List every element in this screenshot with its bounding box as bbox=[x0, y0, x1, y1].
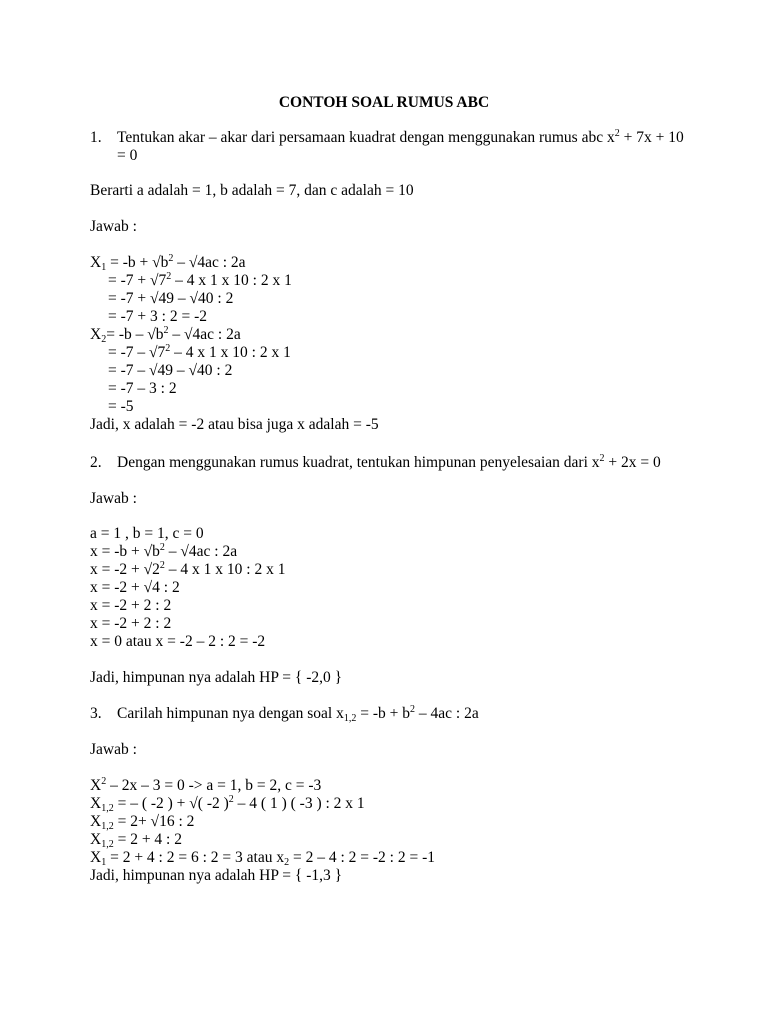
x2-formula: $X_2= -b - √b^2 - √4ac$ : 2a bbox=[90, 325, 241, 345]
question-number: 3. bbox=[90, 705, 102, 722]
x1-formula: $X_1 = -b + √b^2 - √4ac$ : 2a bbox=[90, 253, 246, 273]
question-2-conclusion: Jadi, himpunan nya adalah HP = { -2,0 } bbox=[90, 669, 343, 686]
question-1-conclusion: Jadi, x adalah = -2 atau bisa juga x adalah = -5 bbox=[90, 416, 379, 433]
x2-step-2: = -7 – √49 – √40 : 2 bbox=[108, 362, 233, 379]
q2-line-7: x = 0 atau x = -2 – 2 : 2 = -2 bbox=[90, 633, 266, 650]
answer-label: Jawab : bbox=[90, 490, 137, 507]
x1-step-1: = $-7 + √7^2 - 4$ x 1 x 10 : 2 x 1 bbox=[108, 271, 292, 289]
question-number: 1. bbox=[90, 129, 102, 146]
q2-line-2: $x = -b + √b^2 - √4ac$ : 2a bbox=[90, 542, 238, 560]
q2-line-1: a = 1 , b = 1, c = 0 bbox=[90, 525, 204, 542]
q3-line-4: $X_{1,2} = 2 + 4$ : 2 bbox=[90, 831, 182, 850]
x2-step-3: = -7 – 3 : 2 bbox=[108, 380, 177, 397]
x1-step-3: = -7 + 3 : 2 = -2 bbox=[108, 308, 207, 325]
q3-line-3: $X_{1,2} = 2+ √16$ : 2 bbox=[90, 813, 195, 832]
document-title: CONTOH SOAL RUMUS ABC bbox=[278, 94, 490, 111]
question-1: 1. Tentukan akar – akar dari persamaan kuadrat dengan menggunakan rumus abc $x^2 + 7x + 10$ bbox=[90, 128, 684, 146]
q2-line-6: x = -2 + 2 : 2 bbox=[90, 615, 172, 632]
question-2: 2. Dengan menggunakan rumus kuadrat, tentukan himpunan penyelesaian dari $x^2 + 2x = 0$ bbox=[90, 453, 661, 471]
question-3-conclusion: Jadi, himpunan nya adalah HP = { -1,3 } bbox=[90, 867, 343, 884]
q2-line-3: $x = -2 + √2^2 - 4$ x 1 x 10 : 2 x 1 bbox=[90, 560, 286, 578]
question-1-info: Berarti a adalah = 1, b adalah = 7, dan c adalah = 10 bbox=[90, 182, 414, 199]
x2-step-4: = -5 bbox=[108, 398, 134, 415]
q2-line-4: x = -2 + √4 : 2 bbox=[90, 579, 180, 596]
q3-line-5: $X_1 = 2 + 4$ : 2 = 6 : 2 = 3 atau $x_2 = 2 - 4$ : 2 = -2 : 2 = -1 bbox=[90, 849, 436, 868]
x2-step-1: = $-7 - √7^2 - 4$ x 1 x 10 : 2 x 1 bbox=[108, 343, 291, 361]
question-3: 3. Carilah himpunan nya dengan soal $x_{1,2} = -b + b^2 - 4ac$ : 2a bbox=[90, 704, 479, 724]
q3-line-2: $X_{1,2}$ = – ( -2 ) + √( -2 )$^2$ – 4 ( 1 ) ( -3 ) : 2 x 1 bbox=[90, 794, 365, 814]
x1-step-2: = -7 + √49 – √40 : 2 bbox=[108, 290, 234, 307]
answer-label: Jawab : bbox=[90, 741, 137, 758]
q3-line-1: $X^2 - 2x - 3 = 0 -> a = 1$, b = 2, c = -3 bbox=[90, 776, 322, 794]
question-number: 2. bbox=[90, 454, 102, 471]
question-1-continuation: = 0 bbox=[117, 147, 138, 164]
q2-line-5: x = -2 + 2 : 2 bbox=[90, 597, 172, 614]
answer-label: Jawab : bbox=[90, 218, 137, 235]
